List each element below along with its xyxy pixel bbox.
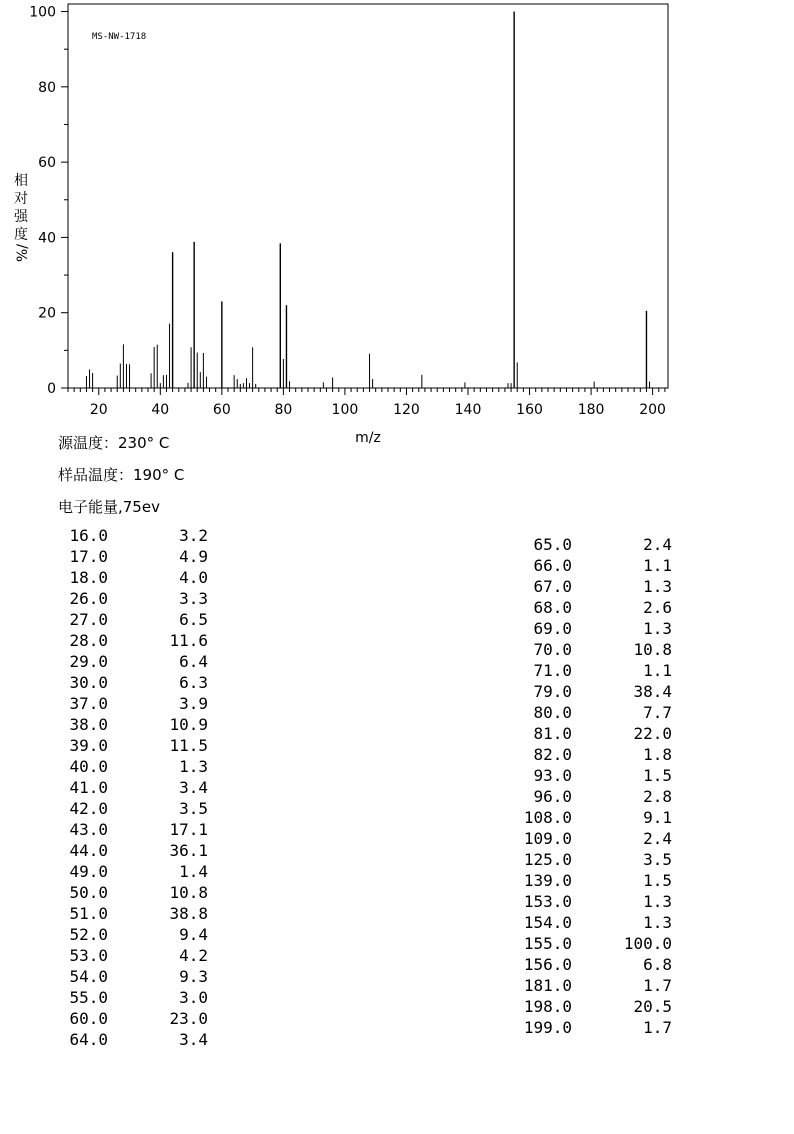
y-tick-label: 20 xyxy=(38,305,56,322)
peak-mz-value: 64.0 xyxy=(69,1030,108,1049)
peak-mz-value: 154.0 xyxy=(523,913,572,932)
peak-mz-value: 37.0 xyxy=(69,694,108,713)
peak-intensity-value: 17.1 xyxy=(169,820,208,839)
y-tick-label: 60 xyxy=(38,155,56,172)
peak-table-row xyxy=(48,735,218,756)
peak-table-right xyxy=(512,534,682,1038)
peak-table-row xyxy=(48,819,218,840)
peak-mz-value: 65.0 xyxy=(533,535,572,554)
spectrum-id-label: MS-NW-1718 xyxy=(92,32,147,42)
peak-intensity-value: 2.8 xyxy=(643,787,672,806)
peak-mz-value: 69.0 xyxy=(533,619,572,638)
peak-intensity-value: 6.3 xyxy=(179,673,208,692)
peak-table-row xyxy=(512,870,682,891)
peak-mz-value: 41.0 xyxy=(69,778,108,797)
peak-mz-value: 16.0 xyxy=(69,526,108,545)
peak-mz-value: 79.0 xyxy=(533,682,572,701)
peak-intensity-value: 4.0 xyxy=(179,568,208,587)
peak-mz-value: 42.0 xyxy=(69,799,108,818)
peak-intensity-value: 9.3 xyxy=(179,967,208,986)
y-axis-label-char: 相 xyxy=(14,173,28,189)
peak-intensity-value: 3.4 xyxy=(179,1030,208,1049)
peak-intensity-value: 1.3 xyxy=(643,619,672,638)
peak-mz-value: 55.0 xyxy=(69,988,108,1007)
peak-intensity-value: 3.9 xyxy=(179,694,208,713)
x-tick-label: 120 xyxy=(393,402,420,418)
y-axis-label xyxy=(14,172,31,262)
peak-intensity-value: 7.7 xyxy=(643,703,672,722)
peak-table-row xyxy=(512,807,682,828)
peak-intensity-value: 1.5 xyxy=(643,766,672,785)
peak-mz-value: 66.0 xyxy=(533,556,572,575)
peak-mz-value: 125.0 xyxy=(523,850,572,869)
peak-intensity-value: 36.1 xyxy=(169,841,208,860)
peak-intensity-value: 1.4 xyxy=(179,862,208,881)
peak-mz-value: 44.0 xyxy=(69,841,108,860)
peak-table-row xyxy=(48,693,218,714)
peak-intensity-value: 11.6 xyxy=(169,631,208,650)
peak-mz-value: 70.0 xyxy=(533,640,572,659)
peak-table-row xyxy=(512,618,682,639)
plot-frame xyxy=(68,4,668,388)
peak-mz-value: 54.0 xyxy=(69,967,108,986)
peak-intensity-value: 2.4 xyxy=(643,829,672,848)
peak-intensity-value: 6.4 xyxy=(179,652,208,671)
peak-table-row xyxy=(512,1017,682,1038)
peak-table-row xyxy=(512,786,682,807)
peak-table-row xyxy=(48,714,218,735)
peak-mz-value: 17.0 xyxy=(69,547,108,566)
peak-table-row xyxy=(48,588,218,609)
peak-table-row xyxy=(512,828,682,849)
peak-mz-value: 26.0 xyxy=(69,589,108,608)
y-axis-label-char: %/ xyxy=(15,243,31,263)
peak-mz-value: 28.0 xyxy=(69,631,108,650)
peak-table-row xyxy=(48,672,218,693)
peak-table-row xyxy=(48,1008,218,1029)
y-axis-label-char: 强 xyxy=(14,209,28,225)
x-tick-label: 20 xyxy=(89,402,108,418)
peak-intensity-value: 23.0 xyxy=(169,1009,208,1028)
peak-mz-value: 27.0 xyxy=(69,610,108,629)
peak-table-row xyxy=(48,903,218,924)
peak-mz-value: 71.0 xyxy=(533,661,572,680)
sample-temperature: 样品温度：190° C xyxy=(58,466,185,484)
peak-mz-value: 181.0 xyxy=(523,976,572,995)
peak-table-row xyxy=(48,546,218,567)
peak-table-row xyxy=(512,996,682,1017)
peak-mz-value: 50.0 xyxy=(69,883,108,902)
peak-intensity-value: 3.4 xyxy=(179,778,208,797)
peak-intensity-value: 22.0 xyxy=(633,724,672,743)
y-axis-label-char: 度 xyxy=(14,227,28,243)
peak-intensity-value: 6.8 xyxy=(643,955,672,974)
x-tick-label: 160 xyxy=(516,402,543,418)
peak-table-row xyxy=(48,609,218,630)
peak-intensity-value: 1.1 xyxy=(643,556,672,575)
peak-table-row xyxy=(512,534,682,555)
x-tick-label: 40 xyxy=(151,402,170,418)
electron-energy: 电子能量,75ev xyxy=(58,498,160,516)
peak-intensity-value: 4.9 xyxy=(179,547,208,566)
peak-intensity-value: 10.8 xyxy=(169,883,208,902)
peak-mz-value: 80.0 xyxy=(533,703,572,722)
peak-intensity-value: 9.1 xyxy=(643,808,672,827)
peak-table-row xyxy=(512,954,682,975)
peak-mz-value: 52.0 xyxy=(69,925,108,944)
peak-mz-value: 82.0 xyxy=(533,745,572,764)
peak-intensity-value: 10.9 xyxy=(169,715,208,734)
peak-intensity-value: 3.2 xyxy=(179,526,208,545)
y-tick-label: 0 xyxy=(47,381,56,397)
peak-table-row xyxy=(48,840,218,861)
peak-table-row xyxy=(48,630,218,651)
peak-table-row xyxy=(48,987,218,1008)
peak-mz-value: 38.0 xyxy=(69,715,108,734)
peak-table-row xyxy=(512,933,682,954)
peak-table-row xyxy=(512,849,682,870)
y-tick-label: 40 xyxy=(38,230,56,247)
peak-intensity-value: 1.3 xyxy=(643,913,672,932)
peak-intensity-value: 1.7 xyxy=(643,976,672,995)
peak-table-row xyxy=(512,639,682,660)
peak-intensity-value: 1.3 xyxy=(643,577,672,596)
peak-table-left xyxy=(48,525,218,1050)
x-tick-label: 60 xyxy=(212,402,231,418)
peak-table-row xyxy=(512,576,682,597)
peak-mz-value: 155.0 xyxy=(523,934,572,953)
peak-mz-value: 40.0 xyxy=(69,757,108,776)
x-tick-label: 100 xyxy=(331,402,359,418)
axis-ticks xyxy=(29,5,666,418)
peak-table-row xyxy=(48,924,218,945)
x-axis-label: m/z xyxy=(355,430,381,446)
peak-mz-value: 108.0 xyxy=(523,808,572,827)
peak-bars xyxy=(86,12,649,388)
peak-intensity-value: 4.2 xyxy=(179,946,208,965)
peak-intensity-value: 2.6 xyxy=(643,598,672,617)
peak-mz-value: 39.0 xyxy=(69,736,108,755)
x-tick-label: 180 xyxy=(577,402,605,418)
x-tick-label: 80 xyxy=(274,402,293,418)
peak-table-row xyxy=(48,1029,218,1050)
peak-table-row xyxy=(512,975,682,996)
peak-table-row xyxy=(48,756,218,777)
peak-intensity-value: 3.5 xyxy=(643,850,672,869)
peak-mz-value: 49.0 xyxy=(69,862,108,881)
peak-table-row xyxy=(512,597,682,618)
peak-intensity-value: 1.5 xyxy=(643,871,672,890)
y-tick-label: 100 xyxy=(29,4,56,21)
peak-mz-value: 198.0 xyxy=(523,997,572,1016)
peak-intensity-value: 38.4 xyxy=(633,682,672,701)
peak-table-row xyxy=(48,966,218,987)
source-temperature: 源温度：230° C xyxy=(58,434,170,452)
peak-table-row xyxy=(48,882,218,903)
peak-table-row xyxy=(512,891,682,912)
peak-table-row xyxy=(48,861,218,882)
peak-table-row xyxy=(512,723,682,744)
peak-mz-value: 68.0 xyxy=(533,598,572,617)
peak-table-row xyxy=(48,945,218,966)
y-tick-label: 80 xyxy=(38,79,56,96)
x-tick-label: 140 xyxy=(454,402,482,418)
peak-table-row xyxy=(48,777,218,798)
peak-mz-value: 51.0 xyxy=(69,904,108,923)
peak-table-row xyxy=(512,765,682,786)
peak-intensity-value: 20.5 xyxy=(633,997,672,1016)
peak-mz-value: 43.0 xyxy=(69,820,108,839)
peak-mz-value: 30.0 xyxy=(69,673,108,692)
peak-intensity-value: 6.5 xyxy=(179,610,208,629)
experiment-params xyxy=(58,430,184,526)
x-tick-label: 200 xyxy=(639,402,666,418)
peak-intensity-value: 1.7 xyxy=(643,1018,672,1037)
peak-mz-value: 153.0 xyxy=(523,892,572,911)
peak-intensity-value: 10.8 xyxy=(633,640,672,659)
peak-mz-value: 29.0 xyxy=(69,652,108,671)
peak-table-row xyxy=(512,702,682,723)
peak-table-row xyxy=(48,567,218,588)
peak-mz-value: 199.0 xyxy=(523,1018,572,1037)
peak-table-row xyxy=(512,681,682,702)
peak-mz-value: 67.0 xyxy=(533,577,572,596)
peak-intensity-value: 9.4 xyxy=(179,925,208,944)
peak-mz-value: 18.0 xyxy=(69,568,108,587)
peak-mz-value: 109.0 xyxy=(523,829,572,848)
peak-intensity-value: 38.8 xyxy=(169,904,208,923)
peak-table-row xyxy=(512,555,682,576)
peak-intensity-value: 1.1 xyxy=(643,661,672,680)
peak-mz-value: 93.0 xyxy=(533,766,572,785)
peak-mz-value: 60.0 xyxy=(69,1009,108,1028)
peak-table-row xyxy=(512,912,682,933)
peak-table-row xyxy=(512,744,682,765)
peak-table-row xyxy=(48,525,218,546)
peak-mz-value: 81.0 xyxy=(533,724,572,743)
peak-intensity-value: 11.5 xyxy=(169,736,208,755)
peak-intensity-value: 3.5 xyxy=(179,799,208,818)
peak-intensity-value: 100.0 xyxy=(623,934,672,953)
peak-table-row xyxy=(512,660,682,681)
peak-intensity-value: 3.0 xyxy=(179,988,208,1007)
peak-table-row xyxy=(48,798,218,819)
peak-intensity-value: 1.8 xyxy=(643,745,672,764)
peak-intensity-value: 1.3 xyxy=(643,892,672,911)
peak-mz-value: 96.0 xyxy=(533,787,572,806)
peak-intensity-value: 3.3 xyxy=(179,589,208,608)
peak-mz-value: 156.0 xyxy=(523,955,572,974)
peak-intensity-value: 1.3 xyxy=(179,757,208,776)
y-axis-label-char: 对 xyxy=(14,191,28,207)
peak-table-row xyxy=(48,651,218,672)
peak-intensity-value: 2.4 xyxy=(643,535,672,554)
peak-mz-value: 139.0 xyxy=(523,871,572,890)
peak-mz-value: 53.0 xyxy=(69,946,108,965)
